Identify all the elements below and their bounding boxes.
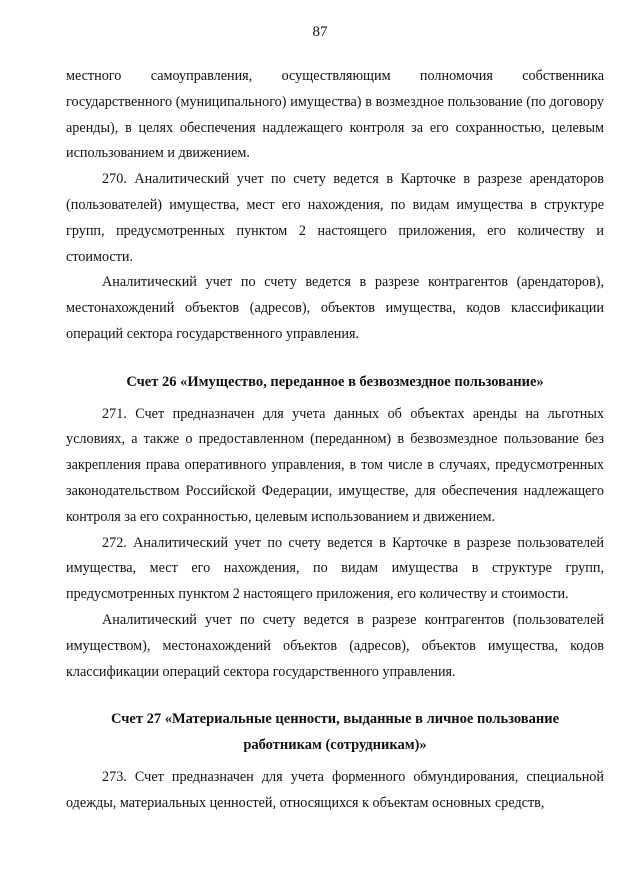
paragraph-continued: местного самоуправления, осуществляющим полномочия собственника государственного (муниципального) имущества) в возмездное пользование (по договору аренды), в целях обеспечения надлежащего контроля за его сохранностью, целевым использованием и движением.: [66, 68, 604, 162]
paragraph-272: 272. Аналитический учет по счету ведется в Карточке в разрезе пользователей имущества, мест его нахождения, по видам имущества в структуре групп, предусмотренных пунктом 2 настоящего приложения, его количеству и стоимости.: [66, 534, 604, 603]
paragraph-270: 270. Аналитический учет по счету ведется в Карточке в разрезе арендаторов (пользователей) имущества, мест его нахождения, по видам имущества в структуре групп, предусмотренных пунктом 2 настоящего приложения, его количеству и стоимости.: [66, 171, 604, 265]
document-body: [66, 64, 604, 817]
section-heading-account-27: [66, 707, 604, 759]
section-heading-account-27-line1: Счет 27 «Материальные ценности, выданные в личное пользование: [110, 711, 560, 728]
paragraph-271: 271. Счет предназначен для учета данных об объектах аренды на льготных условиях, а также о предоставленном (переданном) в безвозмездное пользование без закрепления права оперативного управления, в том числе в случаях, предусмотренных законодательством Российской Федерации, имуществе, для обеспечения надлежащего контроля за его сохранностью, целевым использованием и движением.: [66, 405, 604, 525]
paragraph-273: 273. Счет предназначен для учета форменного обмундирования, специальной одежды, материальных ценностей, относящихся к объектам основных средств,: [66, 768, 604, 811]
page-number: 87: [312, 24, 328, 40]
paragraph-270-analytics: Аналитический учет по счету ведется в разрезе контрагентов (арендаторов), местонахождений объектов (адресов), объектов имущества, кодов классификации операций сектора государственного управления.: [66, 274, 604, 342]
section-heading-account-27-line2: работникам (сотрудникам)»: [243, 737, 427, 754]
section-heading-account-26: Счет 26 «Имущество, переданное в безвозмездное пользование»: [126, 373, 544, 390]
paragraph-272-analytics: Аналитический учет по счету ведется в разрезе контрагентов (пользователей имуществом), местонахождений объектов (адресов), объектов имущества, кодов классификации операций сектора государственного управления.: [66, 611, 604, 680]
